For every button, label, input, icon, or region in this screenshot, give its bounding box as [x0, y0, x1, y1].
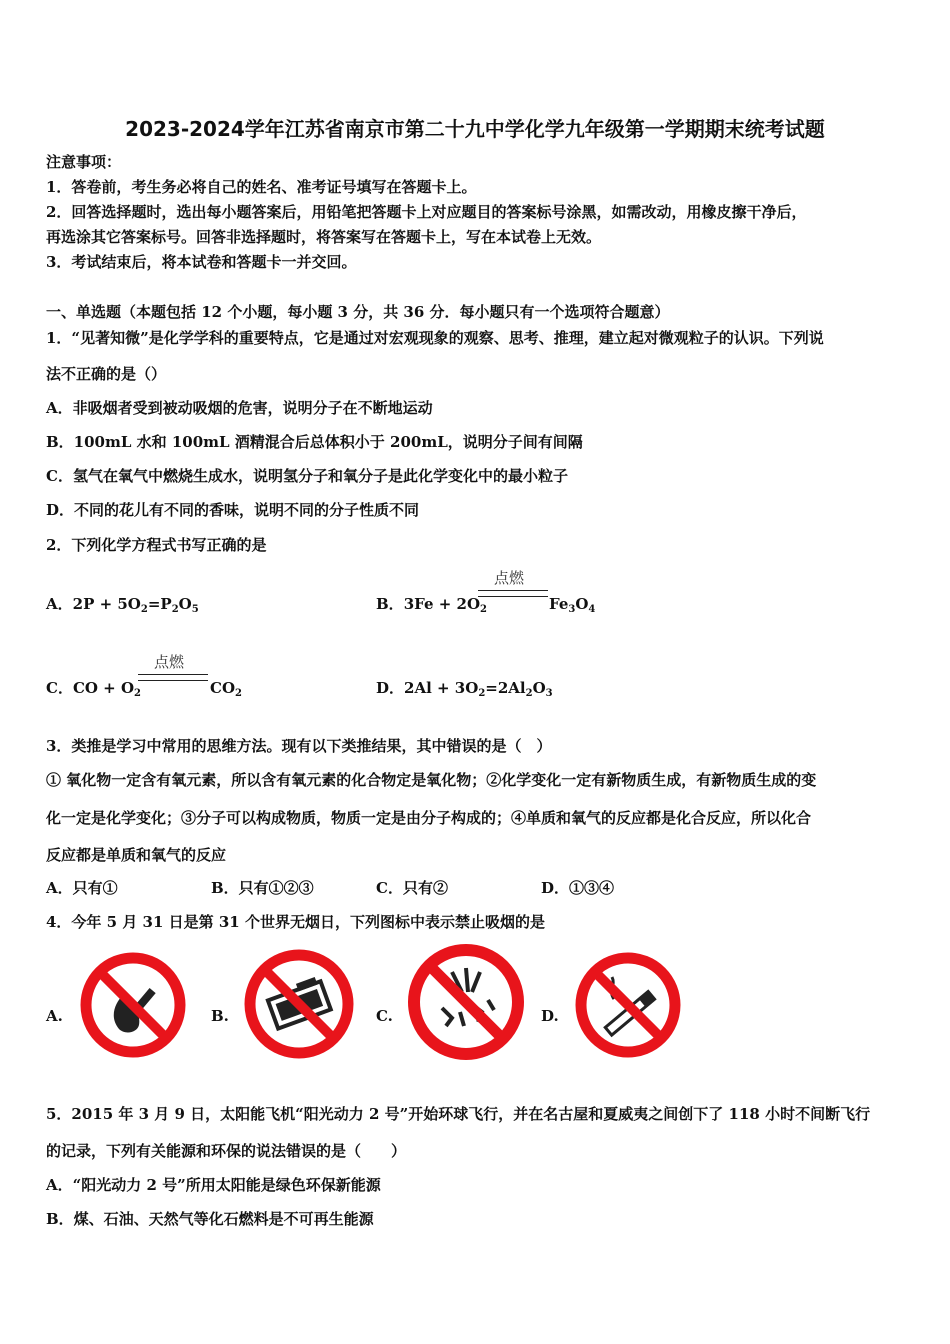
no-fireworks-icon — [406, 942, 526, 1062]
no-matches-icon — [243, 948, 355, 1060]
q3-body: ① 氧化物一定含有氧元素，所以含有氧元素的化合物定是氧化物；②化学变化一定有新物质生成，有新物质生成的变 — [46, 771, 817, 789]
equation-sign — [138, 674, 208, 681]
q1-stem: 1．“见著知微”是化学学科的重要特点，它是通过对宏观现象的观察、思考、推理，建立起对微观粒子的认识。下列说 — [46, 329, 824, 347]
q1-stem-cont: 法不正确的是（） — [46, 365, 167, 383]
q3-body: 化一定是化学变化；③分子可以构成物质，物质一定是由分子构成的；④单质和氧气的反应都是化合反应，所以化合 — [46, 809, 812, 827]
q3-option-a: A．只有① — [46, 879, 118, 897]
q1-option-c: C．氢气在氧气中燃烧生成水，说明氢分子和氧分子是此化学变化中的最小粒子 — [46, 467, 568, 485]
reaction-condition: 点燃 — [494, 569, 525, 587]
no-smoking-icon — [574, 951, 682, 1059]
q2-option-b: B．$3Fe + 2O_2$ — [376, 595, 487, 615]
no-fire-icon — [79, 951, 187, 1059]
q4-option-b-label: B. — [211, 1007, 229, 1025]
q2-option-c: C．CO + $O_2$ — [46, 679, 142, 699]
q3-stem: 3．类推是学习中常用的思维方法。现有以下类推结果，其中错误的是（ ） — [46, 737, 552, 755]
q2-option-b-product: $Fe_3O_4$ — [549, 595, 596, 615]
q4-option-d-label: D. — [541, 1007, 559, 1025]
q2-stem: 2．下列化学方程式书写正确的是 — [46, 536, 267, 554]
q2-option-a: A．$2P + 5O_2=P_2O_5$ — [46, 595, 199, 615]
notice-item: 再选涂其它答案标号。回答非选择题时，将答案写在答题卡上，写在本试卷上无效。 — [46, 228, 602, 246]
q2-option-c-product: $CO_2$ — [210, 679, 242, 699]
notice-item: 3．考试结束后，将本试卷和答题卡一并交回。 — [46, 253, 357, 271]
q5-option-b: B．煤、石油、天然气等化石燃料是不可再生能源 — [46, 1210, 374, 1228]
q4-stem: 4．今年 5 月 31 日是第 31 个世界无烟日，下列图标中表示禁止吸烟的是 — [46, 913, 545, 931]
reaction-condition: 点燃 — [154, 653, 185, 671]
notice-item: 2．回答选择题时，选出每小题答案后，用铅笔把答题卡上对应题目的答案标号涂黑，如需改动，用橡皮擦干净后， — [46, 203, 807, 221]
q3-option-d: D．①③④ — [541, 879, 615, 897]
q3-body: 反应都是单质和氧气的反应 — [46, 846, 227, 864]
notice-heading: 注意事项： — [46, 153, 122, 171]
q5-stem-cont: 的记录，下列有关能源和环保的说法错误的是（ ） — [46, 1142, 407, 1160]
page-title: 2023-2024学年江苏省南京市第二十九中学化学九年级第一学期期末统考试题 — [125, 117, 825, 141]
section-heading: 一、单选题（本题包括 12 个小题，每小题 3 分，共 36 分．每小题只有一个选项符合题意） — [46, 303, 670, 321]
q1-option-a: A．非吸烟者受到被动吸烟的危害，说明分子在不断地运动 — [46, 399, 433, 417]
equation-sign — [478, 590, 548, 597]
q4-option-a-label: A. — [46, 1007, 63, 1025]
notice-item: 1．答卷前，考生务必将自己的姓名、准考证号填写在答题卡上。 — [46, 178, 477, 196]
q5-stem: 5．2015 年 3 月 9 日，太阳能飞机“阳光动力 2 号”开始环球飞行，并在名古屋和夏威夷之间创下了 118 小时不间断飞行 — [46, 1105, 871, 1123]
q3-option-c: C．只有② — [376, 879, 448, 897]
q3-option-b: B．只有①②③ — [211, 879, 314, 897]
q1-option-b: B．100mL 水和 100mL 酒精混合后总体积小于 200mL，说明分子间有间隔 — [46, 433, 583, 451]
q2-option-d: D．$2Al + 3O_2=2Al_2O_3$ — [376, 679, 553, 699]
q1-option-d: D．不同的花儿有不同的香味，说明不同的分子性质不同 — [46, 501, 420, 519]
q4-option-c-label: C. — [376, 1007, 393, 1025]
q5-option-a: A．“阳光动力 2 号”所用太阳能是绿色环保新能源 — [46, 1176, 381, 1194]
